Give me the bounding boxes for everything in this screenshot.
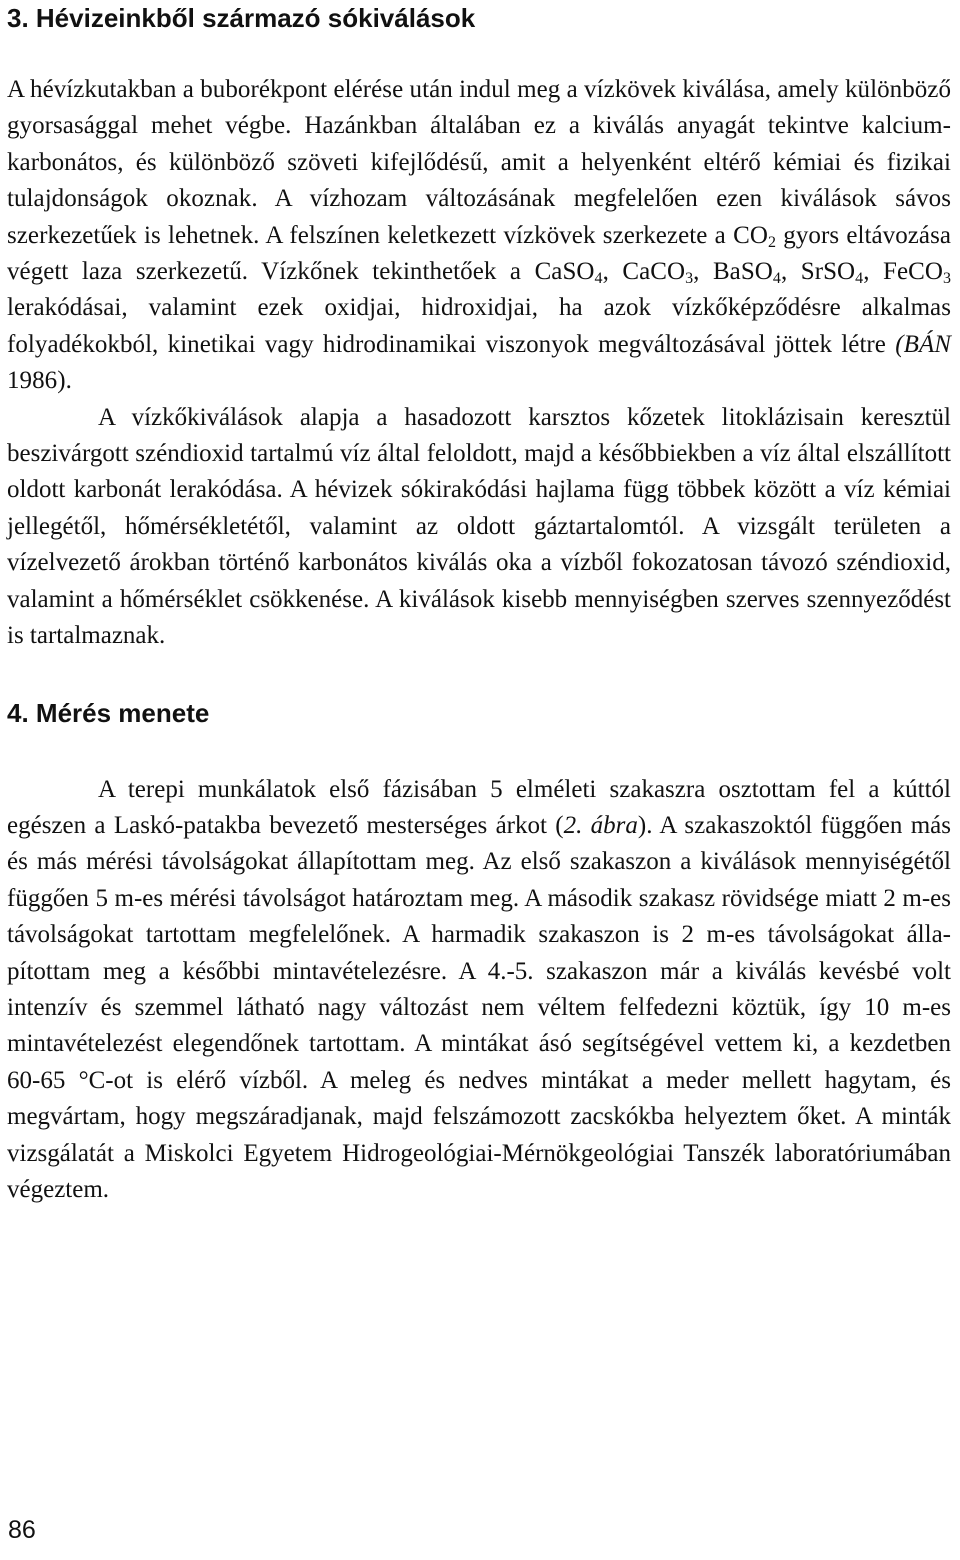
spacer: [7, 731, 951, 772]
text-run: gyors eltávozása végett laza szerkezetű. Vízkőnek tekinthetőek a CaSO: [7, 221, 951, 286]
figure-reference: 2. ábra: [563, 811, 638, 839]
section-4-paragraph-1: [7, 772, 951, 1209]
section-3-paragraph-2: A vízkőkiválások alapja a hasadozott karsztos kőzetek litoklázisain keresztül beszivárgott széndioxid tartalmú víz által feloldott, majd a későbbiekben a víz által elszállított oldott karbonát lerakódása. A hévizek sókirakódási hajlama függ többek között a víz kémiai jellegétől, hőmérsékletétől, valamint az oldott gáztartalomtól. A vizsgált területen a vízelvezető árokban történő karbonátos kiválás oka a vízből fokozatosan távozó széndioxid, valamint a hőmérséklet csökkenése. A kiválások kisebb mennyiségben szerves szennyeződést is tartalmaznak.: [7, 403, 951, 650]
text-run: A hévízkutakban a buborékpont elérése után indul meg a vízkövek kiválása, amely különböző gyorsasággal mehet végbe. Hazánkban általában ez a kiválás anyagát tekintve kalcium-karbonátos, és különböző szöveti kifejlődésű, amit a helyenként eltérő kémiai és fizikai tulajdonságok okoznak. A vízhozam változásának megfelelően ezen kiválások sávos szerkezetűek is lehetnek. A felszínen keletkezett vízkövek szerkezete a CO: [7, 76, 951, 249]
subscript: 4: [594, 270, 603, 288]
section-3-heading: 3. Hévizeinkből származó sókiválások: [7, 3, 476, 33]
text-run: lerakódásai, valamint ezek oxidjai, hidroxidjai, ha azok vízkőképződésre alkalmas folyadékokból, kinetikai vagy hidrodinamikai viszonyok megváltozásával jöttek létre: [7, 294, 951, 358]
subscript: 3: [685, 270, 694, 288]
citation-year: 1986).: [7, 367, 72, 395]
section-4-heading: 4. Mérés menete: [7, 697, 210, 728]
section-3-paragraph-1: [7, 72, 951, 400]
citation-author: (BÁN: [895, 330, 951, 358]
text-run: ). A szakaszoktól függően más és más mérési távolságokat állapítottam meg. Az első szakaszon a kiválások mennyiségétől függően 5 m-es mérési távolságot határoztam meg. A második szakasz rövidsége miatt 2 m-es távolságokat tartottam megfelelőnek. A harmadik szakaszon is 2 m-es távolságokat állapítottam meg a későbbi mintavételezésre. A 4.-5. szakaszon már a kiválás kevésbé volt intenzív és szemmel látható nagy változást nem véltem felfedezni köztük, így 10 m-es mintavételezést elegendőnek tartottam. A mintákat ásó segítségével vettem ki, a kezdetben 60-65 °C-ot is elérő vízből. A meleg és nedves mintákat a meder mellett hagytam, és megvártam, hogy megszáradjanak, majd felszámozott zacskókba helyeztem őket. A minták vizsgálatát a Miskolci Egyetem Hidrogeológiai-Mérnökgeológiai Tanszék laboratóriumában végeztem.: [7, 811, 951, 1203]
text-run: , BaSO: [693, 258, 773, 286]
spacer: [7, 36, 951, 72]
text-run: , SrSO: [780, 258, 856, 286]
text-run: , FeCO: [863, 258, 943, 286]
subscript: 3: [942, 270, 951, 288]
subscript: 4: [855, 270, 864, 288]
text-run: A terepi munkálatok első fázisában 5 elméleti szakaszra osztottam fel a kúttól egészen a Laskó-patakba bevezető mesterséges árkot (: [7, 775, 951, 839]
page-number: 86: [8, 1516, 36, 1544]
subscript: 4: [772, 270, 781, 288]
subscript: 2: [767, 233, 776, 251]
text-run: , CaCO: [602, 258, 686, 286]
